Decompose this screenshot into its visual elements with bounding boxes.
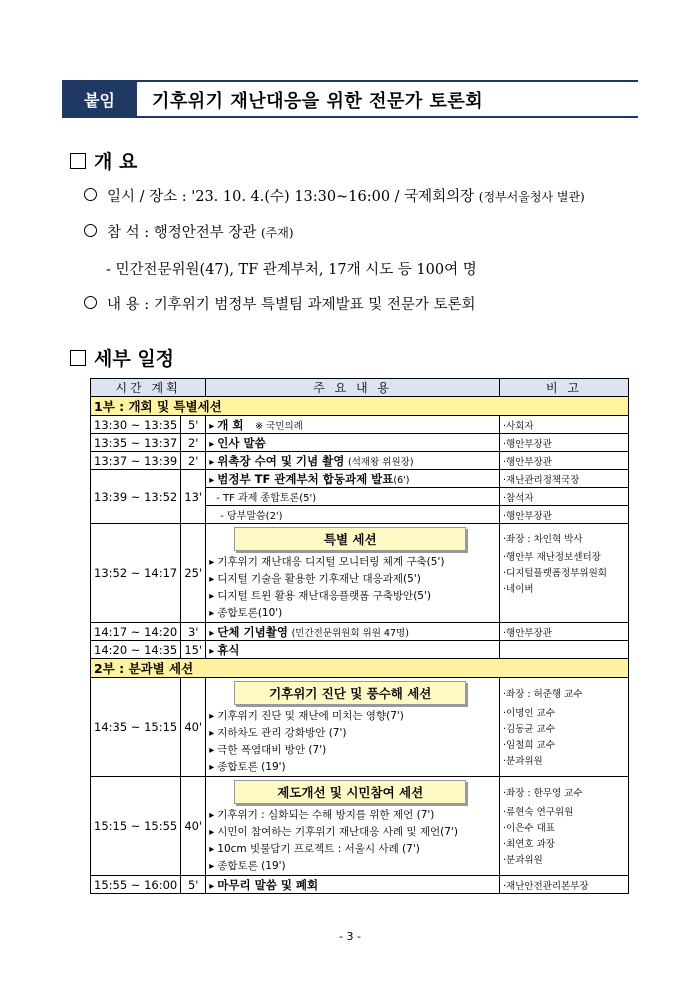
triangle-bullet-icon: ▸ <box>209 438 215 450</box>
title-bar <box>62 80 638 118</box>
col-header-content: 주 요 내 용 <box>206 379 500 397</box>
attachment-badge: 붙임 <box>62 82 137 116</box>
square-bullet-icon <box>70 153 86 169</box>
table-row: - TF 과제 종합토론(5') ·참석자 <box>91 488 629 506</box>
overview-content: 내 용 : 기후위기 범정부 특별팀 과제발표 및 전문가 토론회 <box>84 293 476 314</box>
circle-bullet-icon <box>84 188 97 201</box>
triangle-bullet-icon: ▸ <box>209 456 215 468</box>
table-row: 13:52 ~ 14:17 25' 특별 세션 ▸ 기후위기 재난대응 디지털 모니터링 체계 구축(5') ▸ 디지털 기술을 활용한 기후재난 대응과제(5') ▸ 디지털 트윈 활용 재난대응플랫폼 구축방안(5') ▸ 종합토론(10') ·좌장 : 차인혁 박사 ·행안부 재난정보센터장 ·디지털플랫폼정부위원회 ·네이버 <box>91 524 629 623</box>
triangle-bullet-icon: ▸ <box>209 420 215 432</box>
session-title-special: 특별 세션 <box>234 527 466 551</box>
schedule-table <box>90 378 629 894</box>
triangle-bullet-icon: ▸ <box>209 627 215 639</box>
part2-row: 2부 : 분과별 세션 <box>91 659 629 678</box>
schedule-heading: 세부 일정 <box>70 344 174 371</box>
overview-date: 일시 / 장소 : '23. 10. 4.(수) 13:30~16:00 / 국제회의장 (정부서울청사 별관) <box>84 185 585 206</box>
table-row: 14:35 ~ 15:15 40' 기후위기 진단 및 풍수해 세션 ▸ 기후위기 진단 및 재난에 미치는 영향(7') ▸ 지하차도 관리 강화방안 (7') ▸ 극한 폭염대비 방안 (7') ▸ 종합토론 (19') ·좌장 : 허준행 교수 ·이명인 교수 ·김동균 교수 ·임철희 교수 ·분과위원 <box>91 678 629 777</box>
table-row: 14:20 ~ 14:35 15' ▸ 휴식 <box>91 641 629 659</box>
table-row: 13:37 ~ 13:39 2' ▸ 위촉장 수여 및 기념 촬영 (석재왕 위원장) ·행안부장관 <box>91 452 629 470</box>
circle-bullet-icon <box>84 224 97 237</box>
overview-heading: 개 요 <box>70 147 137 174</box>
table-row: 13:39 ~ 13:52 13' ▸ 범정부 TF 관계부처 합동과제 발표(6') ·재난관리정책국장 <box>91 470 629 488</box>
page-title: 기후위기 재난대응을 위한 전문가 토론회 <box>152 91 484 112</box>
page-number: - 3 - <box>339 930 361 943</box>
table-row: 13:35 ~ 13:37 2' ▸ 인사 말씀 ·행안부장관 <box>91 434 629 452</box>
table-row: 13:30 ~ 13:35 5' ▸ 개 회 ※ 국민의례 ·사회자 <box>91 416 629 434</box>
table-header-row <box>91 379 629 397</box>
col-header-time: 시간 계획 <box>91 379 206 397</box>
triangle-bullet-icon: ▸ <box>209 645 215 657</box>
triangle-bullet-icon: ▸ <box>209 474 215 486</box>
table-row: 14:17 ~ 14:20 3' ▸ 단체 기념촬영 (민간전문위원회 위원 47명) ·행안부장관 <box>91 623 629 641</box>
session-title-policy: 제도개선 및 시민참여 세션 <box>234 780 466 804</box>
triangle-bullet-icon: ▸ <box>209 880 215 892</box>
overview-attend-detail: - 민간전문위원(47), TF 관계부처, 17개 시도 등 100여 명 <box>106 262 477 278</box>
col-header-note: 비 고 <box>500 379 629 397</box>
table-row: 15:55 ~ 16:00 5' ▸ 마무리 말씀 및 폐회 ·재난안전관리본부장 <box>91 876 629 894</box>
part1-row: 1부 : 개회 및 특별세션 <box>91 397 629 416</box>
overview-attend: 참 석 : 행정안전부 장관 (주재) <box>84 221 294 242</box>
square-bullet-icon <box>70 350 86 366</box>
table-row: 15:15 ~ 15:55 40' 제도개선 및 시민참여 세션 ▸ 기후위기 : 심화되는 수해 방지를 위한 제언 (7') ▸ 시민이 참여하는 기후위기 재난대응 사례 및 제언(7') ▸ 10cm 빗물담기 프로젝트 : 서울시 사례 (7') ▸ 종합토론 (19') ·좌장 : 한무영 교수 ·류현숙 연구위원 ·이은수 대표 ·최연호 과장 ·분과위원 <box>91 777 629 876</box>
table-row: - 당부말씀(2') ·행안부장관 <box>91 506 629 524</box>
session-title-climate: 기후위기 진단 및 풍수해 세션 <box>234 681 466 705</box>
circle-bullet-icon <box>84 296 97 309</box>
